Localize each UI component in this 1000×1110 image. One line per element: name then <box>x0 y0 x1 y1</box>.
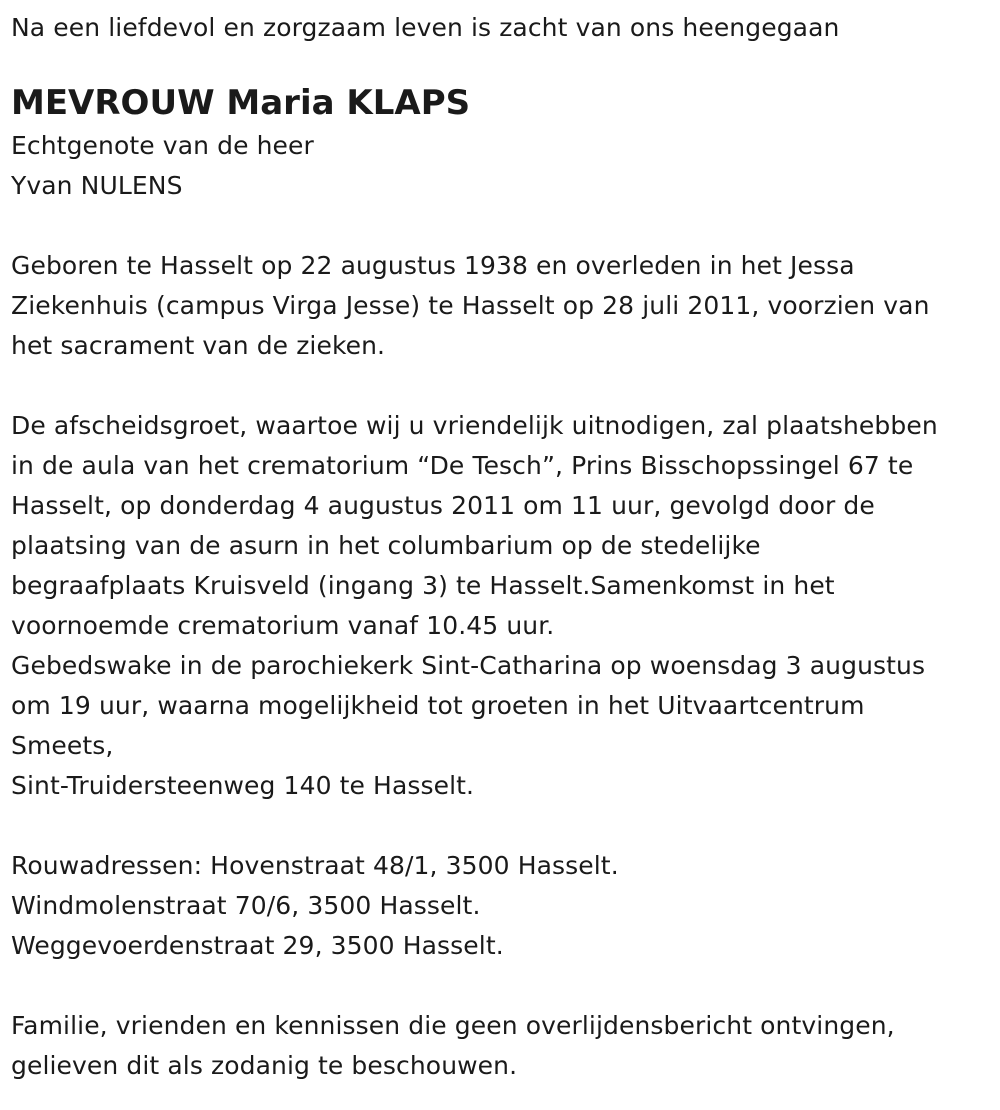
paragraph-line: De afscheidsgroet, waartoe wij u vriendelijk uitnodigen, zal plaatshebben <box>11 411 938 440</box>
addresses-paragraph <box>11 846 1000 966</box>
closing-paragraph <box>11 1006 1000 1086</box>
spacer <box>11 806 1000 846</box>
address-line: Weggevoerdenstraat 29, 3500 Hasselt. <box>11 931 504 960</box>
spacer <box>11 966 1000 1006</box>
paragraph-line: plaatsing van de asurn in het columbarium op de stedelijke <box>11 531 761 560</box>
address-line: Rouwadressen: Hovenstraat 48/1, 3500 Hasselt. <box>11 851 619 880</box>
paragraph-line: Sint-Truidersteenweg 140 te Hasselt. <box>11 771 475 800</box>
address-line: Windmolenstraat 70/6, 3500 Hasselt. <box>11 891 481 920</box>
spouse-line-1: Echtgenote van de heer <box>11 131 314 160</box>
paragraph-line: voornoemde crematorium vanaf 10.45 uur. <box>11 611 555 640</box>
paragraph-line: Hasselt, op donderdag 4 augustus 2011 om 11 uur, gevolgd door de <box>11 491 875 520</box>
paragraph-line: Gebedswake in de parochiekerk Sint-Catharina op woensdag 3 augustus <box>11 651 926 680</box>
paragraph-line: om 19 uur, waarna mogelijkheid tot groeten in het Uitvaartcentrum <box>11 691 865 720</box>
spouse-line-2: Yvan NULENS <box>11 171 183 200</box>
deceased-name: MEVROUW Maria KLAPS <box>11 83 471 123</box>
paragraph-line: Geboren te Hasselt op 22 augustus 1938 en overleden in het Jessa <box>11 251 855 280</box>
paragraph-line: gelieven dit als zodanig te beschouwen. <box>11 1051 518 1080</box>
paragraph-line: Smeets, <box>11 731 114 760</box>
paragraph-line: begraafplaats Kruisveld (ingang 3) te Hasselt.Samenkomst in het <box>11 571 835 600</box>
paragraph-line: het sacrament van de zieken. <box>11 331 386 360</box>
paragraph-line: in de aula van het crematorium “De Tesch”, Prins Bisschopssingel 67 te <box>11 451 914 480</box>
spacer <box>11 206 1000 246</box>
paragraph-line: Familie, vrienden en kennissen die geen overlijdensbericht ontvingen, <box>11 1011 895 1040</box>
ceremony-paragraph <box>11 406 1000 806</box>
intro-text: Na een liefdevol en zorgzaam leven is zacht van ons heengegaan <box>11 13 840 42</box>
birth-death-paragraph <box>11 246 1000 366</box>
paragraph-line: Ziekenhuis (campus Virga Jesse) te Hasselt op 28 juli 2011, voorzien van <box>11 291 930 320</box>
spacer <box>11 366 1000 406</box>
